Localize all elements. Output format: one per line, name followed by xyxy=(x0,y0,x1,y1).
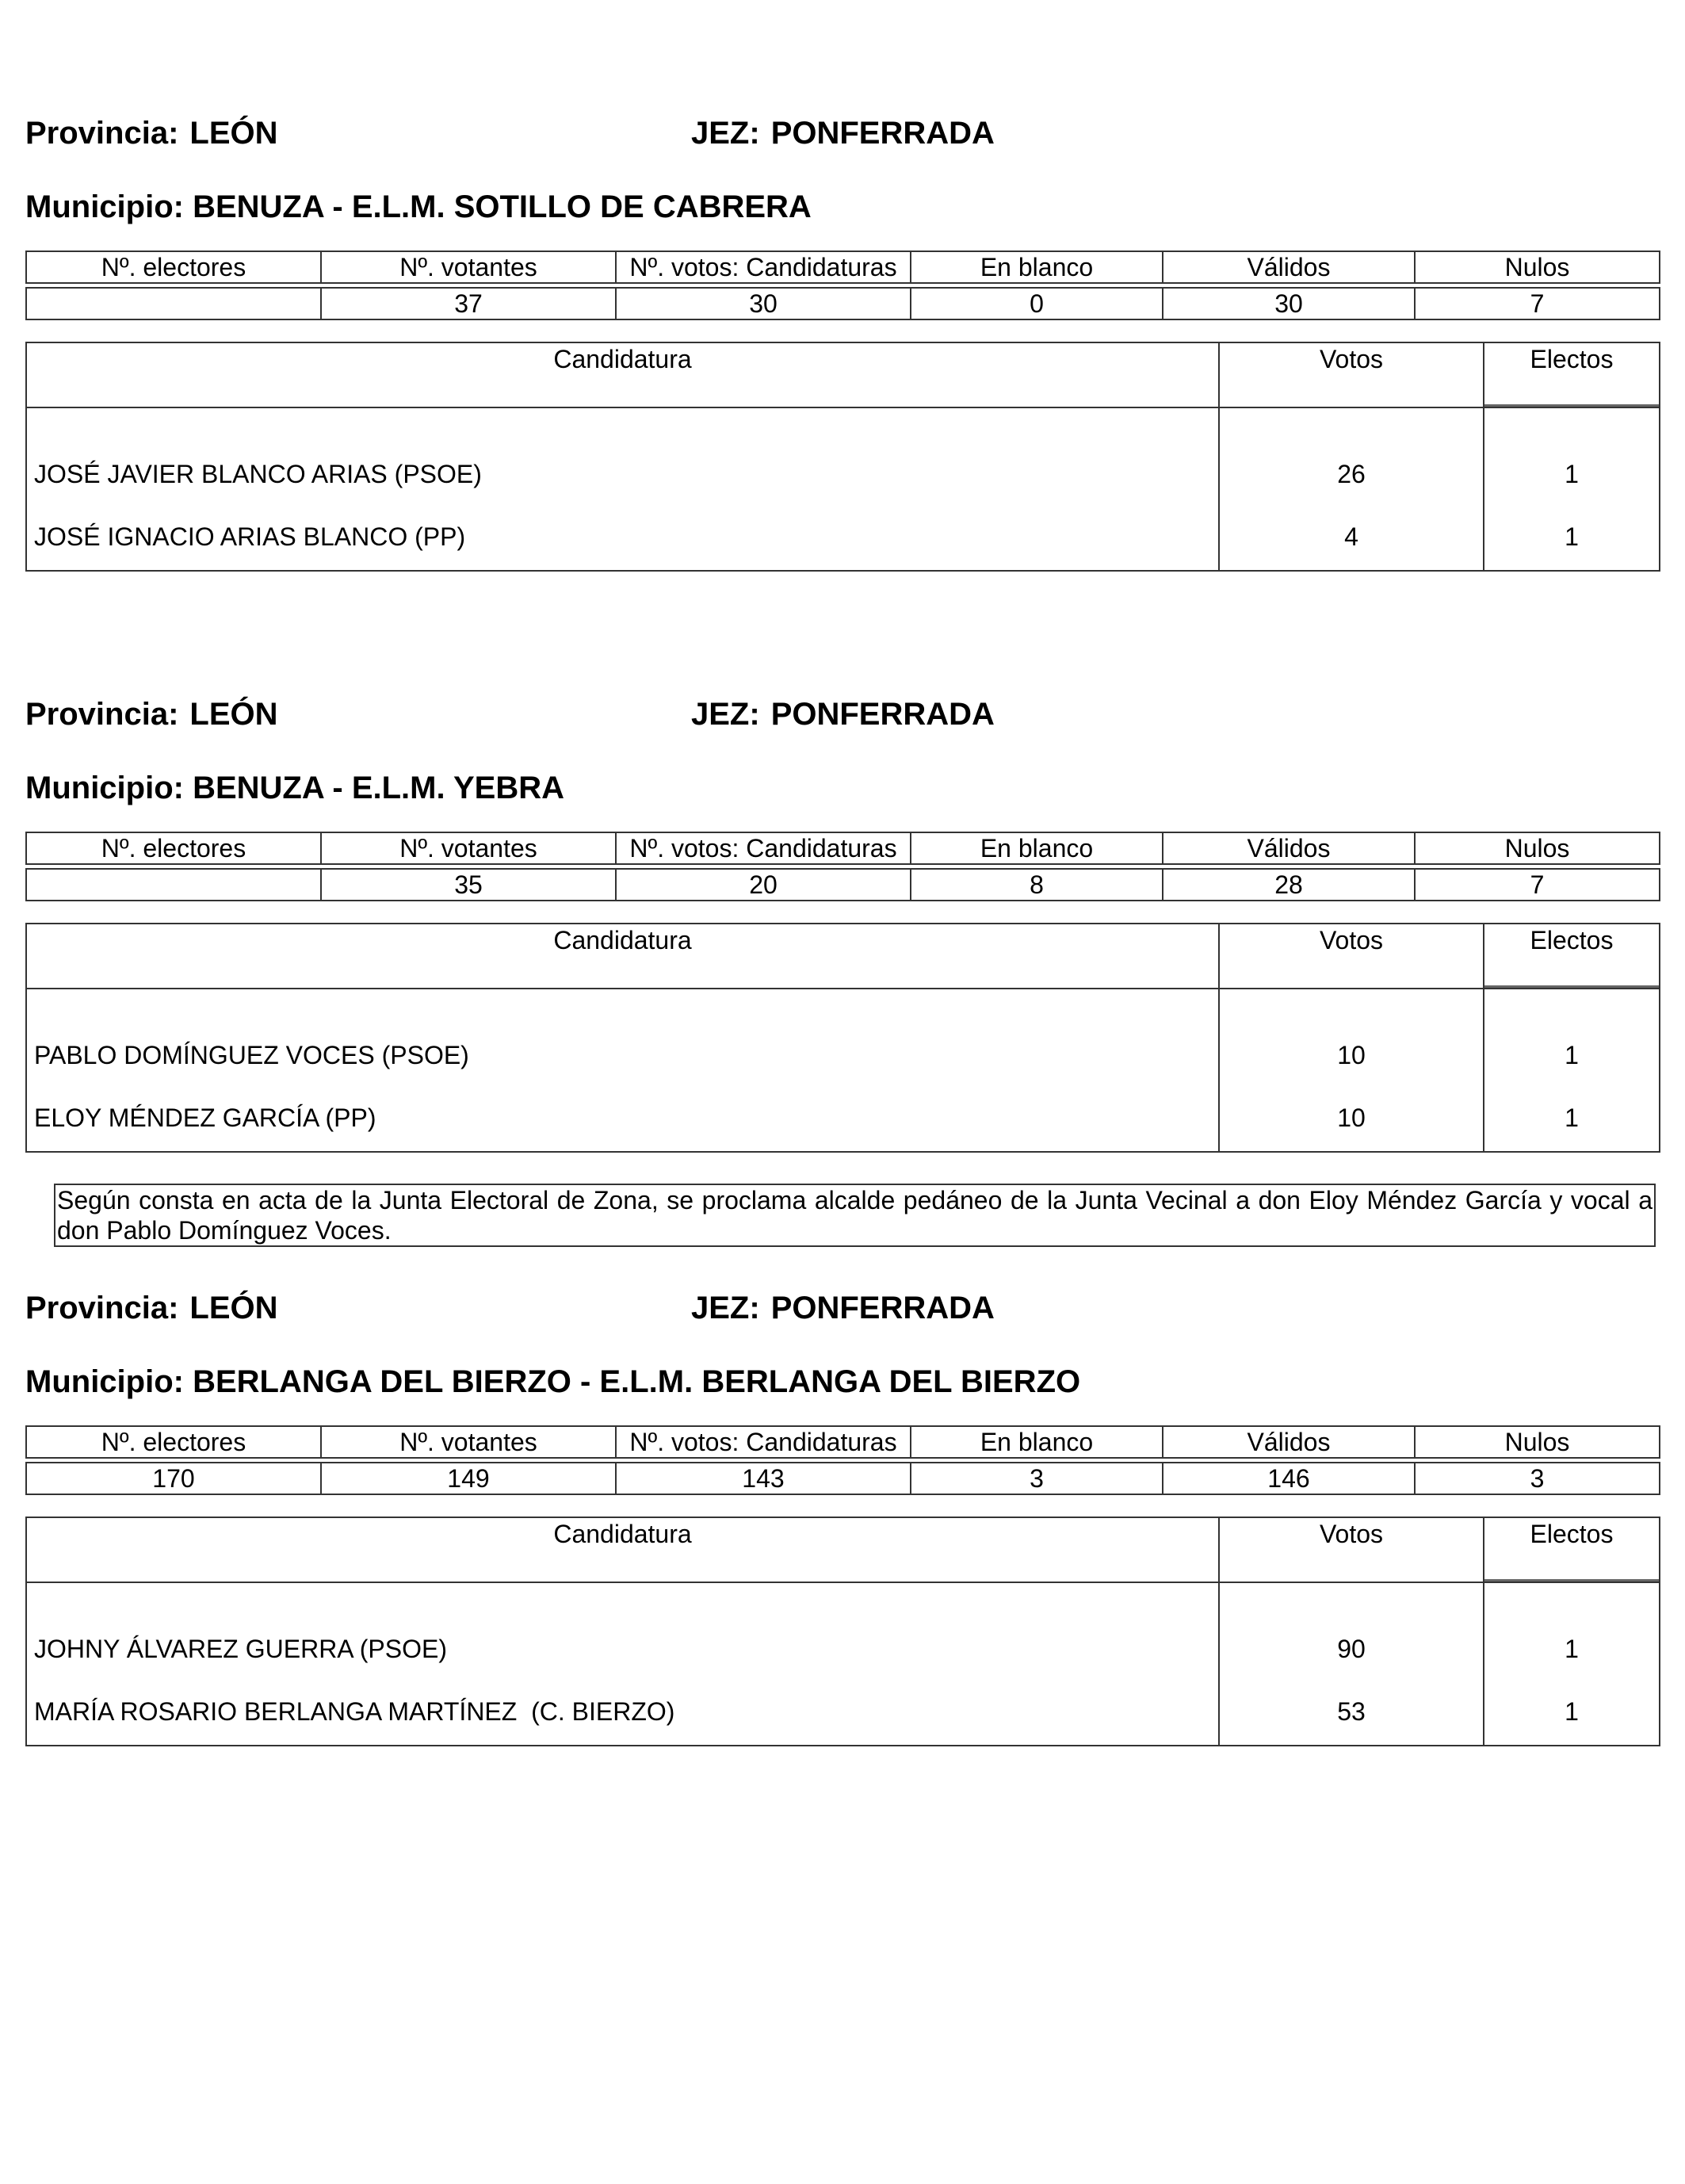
candidate-row xyxy=(26,503,1660,571)
provincia-line xyxy=(25,696,278,732)
candidate-electos: 1 xyxy=(1484,1678,1660,1746)
candidates-table xyxy=(25,923,1660,1153)
stats-en-blanco: 8 xyxy=(911,869,1163,901)
stats-col-nulos: Nulos xyxy=(1415,251,1660,283)
municipio-value: BERLANGA DEL BIERZO - E.L.M. BERLANGA DEL BIERZO xyxy=(193,1364,1081,1399)
jez-label: JEZ: xyxy=(691,697,760,732)
stats-table xyxy=(25,251,1660,320)
provincia-value: LEÓN xyxy=(189,116,278,151)
stats-col-en-blanco: En blanco xyxy=(911,832,1163,864)
stats-en-blanco: 0 xyxy=(911,288,1163,319)
candidate-votos: 90 xyxy=(1219,1582,1484,1678)
stats-votantes: 37 xyxy=(321,288,616,319)
candidate-electos: 1 xyxy=(1484,989,1660,1084)
jez-value: PONFERRADA xyxy=(770,697,995,732)
stats-col-validos: Válidos xyxy=(1163,251,1415,283)
municipio-value: BENUZA - E.L.M. YEBRA xyxy=(193,771,564,805)
municipio-value: BENUZA - E.L.M. SOTILLO DE CABRERA xyxy=(193,189,812,224)
candidates-table xyxy=(25,342,1660,572)
col-electos: Electos xyxy=(1484,342,1660,407)
stats-value-row xyxy=(26,869,1660,901)
municipio-line xyxy=(25,1364,1080,1400)
municipio-line xyxy=(25,189,812,225)
stats-col-nulos: Nulos xyxy=(1415,1426,1660,1458)
stats-en-blanco: 3 xyxy=(911,1463,1163,1494)
stats-votos-candidaturas: 30 xyxy=(616,288,911,319)
candidate-votos: 26 xyxy=(1219,407,1484,503)
stats-validos: 146 xyxy=(1163,1463,1415,1494)
provincia-line xyxy=(25,115,278,151)
stats-votos-candidaturas: 20 xyxy=(616,869,911,901)
candidates-header-row xyxy=(26,342,1660,407)
stats-header-row xyxy=(26,832,1660,864)
candidate-name: JOSÉ JAVIER BLANCO ARIAS (PSOE) xyxy=(26,407,1219,503)
stats-nulos: 3 xyxy=(1415,1463,1660,1494)
stats-col-electores: Nº. electores xyxy=(26,1426,321,1458)
jez-label: JEZ: xyxy=(691,116,760,151)
col-candidatura: Candidatura xyxy=(26,1517,1219,1582)
stats-header-row xyxy=(26,251,1660,283)
stats-electores xyxy=(26,869,321,901)
provincia-label: Provincia: xyxy=(25,116,179,151)
candidates-table xyxy=(25,1517,1660,1746)
candidate-name: ELOY MÉNDEZ GARCÍA (PP) xyxy=(26,1084,1219,1152)
candidate-votos: 4 xyxy=(1219,503,1484,571)
stats-table xyxy=(25,832,1660,901)
col-votos: Votos xyxy=(1219,342,1484,407)
stats-nulos: 7 xyxy=(1415,288,1660,319)
proclamation-note: Según consta en acta de la Junta Electoral de Zona, se proclama alcalde pedáneo de la Junta Vecinal a don Eloy Méndez García y vocal a don Pablo Domínguez Voces. xyxy=(54,1184,1656,1247)
col-candidatura: Candidatura xyxy=(26,342,1219,407)
candidate-electos: 1 xyxy=(1484,407,1660,503)
municipio-line xyxy=(25,770,564,806)
candidate-row xyxy=(26,1582,1660,1678)
candidate-electos: 1 xyxy=(1484,1084,1660,1152)
col-electos: Electos xyxy=(1484,1517,1660,1582)
stats-nulos: 7 xyxy=(1415,869,1660,901)
candidate-electos: 1 xyxy=(1484,503,1660,571)
candidate-name: PABLO DOMÍNGUEZ VOCES (PSOE) xyxy=(26,989,1219,1084)
candidate-name: MARÍA ROSARIO BERLANGA MARTÍNEZ (C. BIERZO) xyxy=(26,1678,1219,1746)
candidate-row xyxy=(26,989,1660,1084)
candidate-votos: 10 xyxy=(1219,1084,1484,1152)
municipio-label: Municipio: xyxy=(25,771,184,805)
candidates-header-row xyxy=(26,924,1660,989)
provincia-line xyxy=(25,1290,278,1326)
jez-value: PONFERRADA xyxy=(770,1291,995,1325)
provincia-label: Provincia: xyxy=(25,697,179,732)
jez-value: PONFERRADA xyxy=(770,116,995,151)
stats-col-electores: Nº. electores xyxy=(26,251,321,283)
stats-col-en-blanco: En blanco xyxy=(911,251,1163,283)
candidate-votos: 10 xyxy=(1219,989,1484,1084)
stats-col-validos: Válidos xyxy=(1163,832,1415,864)
stats-electores xyxy=(26,288,321,319)
stats-votantes: 149 xyxy=(321,1463,616,1494)
candidate-votos: 53 xyxy=(1219,1678,1484,1746)
candidate-row xyxy=(26,407,1660,503)
col-candidatura: Candidatura xyxy=(26,924,1219,989)
candidate-row xyxy=(26,1084,1660,1152)
col-electos: Electos xyxy=(1484,924,1660,989)
provincia-value: LEÓN xyxy=(189,1291,278,1325)
candidate-row xyxy=(26,1678,1660,1746)
col-votos: Votos xyxy=(1219,1517,1484,1582)
stats-col-votos-candidaturas: Nº. votos: Candidaturas xyxy=(616,251,911,283)
candidate-name: JOHNY ÁLVAREZ GUERRA (PSOE) xyxy=(26,1582,1219,1678)
provincia-label: Provincia: xyxy=(25,1291,179,1325)
stats-col-votos-candidaturas: Nº. votos: Candidaturas xyxy=(616,1426,911,1458)
stats-col-nulos: Nulos xyxy=(1415,832,1660,864)
stats-electores: 170 xyxy=(26,1463,321,1494)
stats-header-row xyxy=(26,1426,1660,1458)
stats-value-row xyxy=(26,1463,1660,1494)
stats-votos-candidaturas: 143 xyxy=(616,1463,911,1494)
stats-validos: 30 xyxy=(1163,288,1415,319)
stats-validos: 28 xyxy=(1163,869,1415,901)
stats-col-votantes: Nº. votantes xyxy=(321,1426,616,1458)
stats-votantes: 35 xyxy=(321,869,616,901)
col-votos: Votos xyxy=(1219,924,1484,989)
stats-col-validos: Válidos xyxy=(1163,1426,1415,1458)
provincia-value: LEÓN xyxy=(189,697,278,732)
municipio-label: Municipio: xyxy=(25,1364,184,1399)
jez-line xyxy=(691,1290,995,1326)
stats-col-votos-candidaturas: Nº. votos: Candidaturas xyxy=(616,832,911,864)
stats-value-row xyxy=(26,288,1660,319)
stats-col-en-blanco: En blanco xyxy=(911,1426,1163,1458)
stats-col-electores: Nº. electores xyxy=(26,832,321,864)
jez-line xyxy=(691,696,995,732)
stats-col-votantes: Nº. votantes xyxy=(321,832,616,864)
candidates-header-row xyxy=(26,1517,1660,1582)
stats-table xyxy=(25,1425,1660,1495)
candidate-name: JOSÉ IGNACIO ARIAS BLANCO (PP) xyxy=(26,503,1219,571)
stats-col-votantes: Nº. votantes xyxy=(321,251,616,283)
candidate-electos: 1 xyxy=(1484,1582,1660,1678)
jez-label: JEZ: xyxy=(691,1291,760,1325)
municipio-label: Municipio: xyxy=(25,189,184,224)
jez-line xyxy=(691,115,995,151)
